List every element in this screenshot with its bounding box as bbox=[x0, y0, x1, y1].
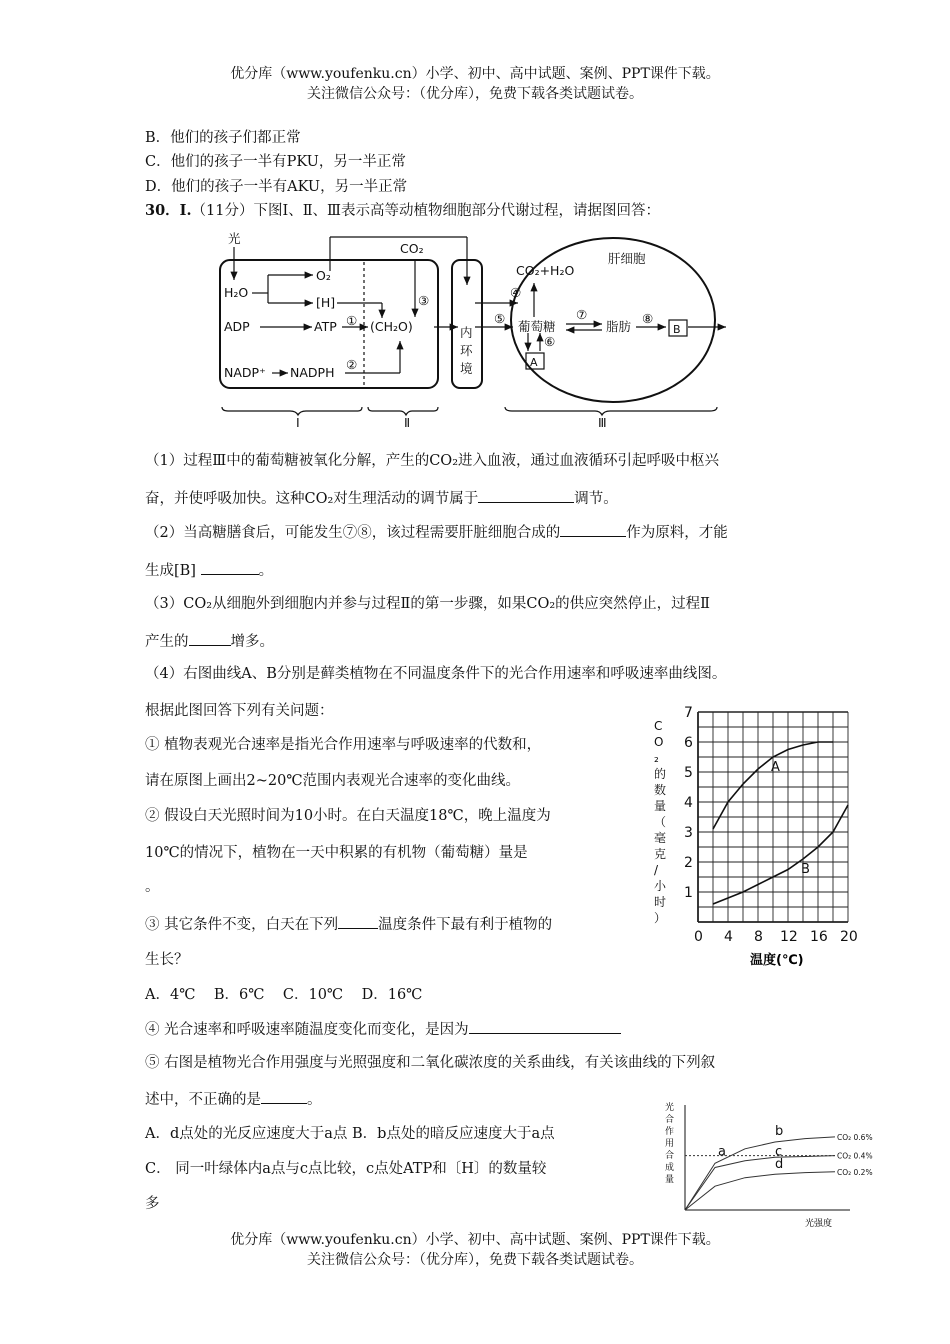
answer-blank-4[interactable] bbox=[189, 631, 231, 646]
q2-line-1-post: 作为原料，才能 bbox=[626, 525, 728, 541]
sub5-option-ab: A．d点处的光反应速度大于a点 B．b点处的暗反应速度大于a点 bbox=[145, 1126, 555, 1142]
answer-blank-7[interactable] bbox=[261, 1089, 307, 1104]
step-5: ⑤ bbox=[494, 311, 506, 326]
step-7: ⑦ bbox=[576, 307, 588, 322]
x-tick-label: 20 bbox=[840, 929, 858, 945]
y-tick-label: 4 bbox=[684, 795, 693, 811]
light-curve-1 bbox=[685, 1156, 835, 1210]
step-2: ② bbox=[346, 357, 358, 372]
series-A-label: A bbox=[771, 760, 780, 775]
brace-3 bbox=[505, 407, 717, 415]
light-curve-label: CO₂ 0.6% bbox=[837, 1132, 873, 1142]
label-o2: O₂ bbox=[316, 268, 331, 283]
step-4: ④ bbox=[510, 285, 522, 300]
sub4-line bbox=[145, 1019, 621, 1040]
x-tick-label: 16 bbox=[810, 929, 828, 945]
y-tick-label: 7 bbox=[684, 705, 693, 721]
q4-line-1: （4）右图曲线A、B分别是藓类植物在不同温度条件下的光合作用速率和呼吸速率曲线图。 bbox=[145, 666, 727, 682]
q1-line-2-pre: 奋，并使呼吸加快。这种CO₂对生理活动的调节属于 bbox=[145, 491, 479, 507]
x-axis-label: 温度(℃) bbox=[750, 953, 804, 968]
step-6: ⑥ bbox=[544, 334, 556, 349]
q4-line-2: 根据此图回答下列有关问题： bbox=[145, 703, 334, 719]
q2-line-2-post: 。 bbox=[258, 563, 274, 579]
sub5-line-1: ⑤ 右图是植物光合作用强度与光照强度和二氧化碳浓度的关系曲线，有关该曲线的下列叙 bbox=[145, 1055, 716, 1071]
q2-line-2-pre: 生成[B] bbox=[145, 563, 196, 579]
label-nadph: NADPH bbox=[290, 365, 335, 380]
label-env-1: 内 bbox=[460, 325, 473, 340]
temperature-chart bbox=[640, 700, 870, 972]
label-liver: 肝细胞 bbox=[608, 251, 646, 266]
brace-1 bbox=[222, 407, 362, 415]
question-number: 30．Ⅰ. bbox=[145, 202, 192, 219]
option-d: D．他们的孩子一半有AKU，另一半正常 bbox=[145, 179, 408, 195]
sub3-line-1 bbox=[145, 914, 552, 935]
x-tick-label: 0 bbox=[694, 929, 703, 945]
footer-line-1: 优分库（www.youfenku.cn）小学、初中、高中试题、案例、PPT课件下载。 bbox=[230, 1232, 720, 1248]
question-intro: （11分）下图Ⅰ、Ⅱ、Ⅲ表示高等动植物细胞部分代谢过程，请据图回答： bbox=[191, 203, 661, 219]
label-b: B bbox=[673, 323, 681, 336]
q1-line-1: （1）过程Ⅲ中的葡萄糖被氧化分解，产生的CO₂进入血液，通过血液循环引起呼吸中枢兴 bbox=[145, 453, 719, 469]
q3-line-2-pre: 产生的 bbox=[145, 634, 189, 650]
q3-line-2 bbox=[145, 631, 274, 652]
section-3-label: Ⅲ bbox=[598, 415, 607, 430]
x-tick-label: 4 bbox=[724, 929, 733, 945]
x-tick-label: 8 bbox=[754, 929, 763, 945]
label-env-2: 环 bbox=[460, 343, 473, 358]
q3-line-1: （3）CO₂从细胞外到细胞内并参与过程Ⅱ的第一步骤，如果CO₂的供应突然停止，过程Ⅱ bbox=[145, 596, 711, 612]
y-tick-label: 2 bbox=[684, 855, 693, 871]
label-ch2o: (CH₂O) bbox=[370, 319, 413, 334]
answer-blank-5[interactable] bbox=[338, 914, 378, 929]
label-env-3: 境 bbox=[460, 361, 473, 376]
sub5-option-c: C． 同一叶绿体内a点与c点比较，c点处ATP和〔H〕的数量较 bbox=[145, 1161, 547, 1177]
option-c: C．他们的孩子一半有PKU，另一半正常 bbox=[145, 154, 406, 170]
footer-line-2: 关注微信公众号：（优分库），免费下载各类试题试卷。 bbox=[307, 1252, 643, 1268]
label-nadp: NADP⁺ bbox=[224, 365, 266, 380]
point-a: a bbox=[718, 1144, 726, 1160]
question-30-title bbox=[145, 201, 660, 221]
label-atp: ATP bbox=[314, 319, 337, 334]
label-h2o: H₂O bbox=[224, 285, 249, 300]
y-tick-label: 1 bbox=[684, 885, 693, 901]
section-2-label: Ⅱ bbox=[404, 415, 411, 430]
y-tick-label: 6 bbox=[684, 735, 693, 751]
q3-line-2-post: 增多。 bbox=[230, 634, 274, 650]
sub1-line-2: 请在原图上画出2~20℃范围内表观光合速率的变化曲线。 bbox=[145, 773, 521, 789]
answer-blank-2[interactable] bbox=[560, 522, 626, 537]
label-adp: ADP bbox=[224, 319, 250, 334]
label-glucose: 葡萄糖 bbox=[518, 319, 556, 334]
q2-line-1 bbox=[145, 522, 728, 543]
sub2-line-1: ② 假设白天光照时间为10小时。在白天温度18℃，晚上温度为 bbox=[145, 808, 551, 824]
answer-blank-3[interactable] bbox=[201, 560, 259, 575]
series-B-label: B bbox=[801, 862, 810, 877]
header-line-1: 优分库（www.youfenku.cn）小学、初中、高中试题、案例、PPT课件下载。 bbox=[230, 66, 720, 82]
sub4-pre: ④ 光合速率和呼吸速率随温度变化而变化，是因为 bbox=[145, 1022, 469, 1038]
sub2-line-2: 10℃的情况下，植物在一天中积累的有机物（葡萄糖）量是 bbox=[145, 845, 528, 861]
sub3-line-2: 生长？ bbox=[145, 952, 189, 968]
label-h: [H] bbox=[316, 295, 336, 310]
sub5-line-2 bbox=[145, 1089, 322, 1110]
point-b: b bbox=[775, 1123, 784, 1139]
y-tick-label: 5 bbox=[684, 765, 693, 781]
light-chart-ylabel: 光合作用合成量 bbox=[665, 1103, 675, 1185]
label-co2h2o: CO₂+H₂O bbox=[516, 263, 575, 278]
sub2-line-3: 。 bbox=[145, 879, 160, 895]
light-curve-0 bbox=[685, 1137, 835, 1210]
label-fat: 脂肪 bbox=[606, 319, 632, 334]
q2-line-2 bbox=[145, 560, 273, 581]
answer-blank-1[interactable] bbox=[478, 488, 574, 503]
sub3-options: A．4℃ B．6℃ C．10℃ D．16℃ bbox=[145, 987, 423, 1003]
light-curve-label: CO₂ 0.2% bbox=[837, 1167, 873, 1177]
light-chart-xlabel: 光强度 bbox=[805, 1219, 833, 1229]
step-3: ③ bbox=[418, 293, 430, 308]
series-B-line bbox=[713, 805, 848, 904]
point-c: c bbox=[775, 1144, 783, 1160]
y-tick-label: 3 bbox=[684, 825, 693, 841]
metabolism-diagram bbox=[210, 225, 740, 435]
y-axis-label: C O ₂ 的数量（毫克/小时） bbox=[654, 719, 667, 925]
sub5-option-c-cont: 多 bbox=[145, 1196, 160, 1212]
label-a: A bbox=[530, 356, 538, 369]
page-header bbox=[0, 64, 950, 104]
q2-line-1-pre: （2）当高糖膳食后，可能发生⑦⑧，该过程需要肝脏细胞合成的 bbox=[145, 525, 561, 541]
step-1: ① bbox=[346, 313, 358, 328]
x-tick-label: 12 bbox=[780, 929, 798, 945]
q1-line-2-post: 调节。 bbox=[574, 491, 618, 507]
header-line-2: 关注微信公众号：（优分库），免费下载各类试题试卷。 bbox=[307, 86, 643, 102]
section-1-label: Ⅰ bbox=[296, 415, 300, 430]
page-footer bbox=[0, 1230, 950, 1270]
light-chart bbox=[655, 1100, 873, 1229]
sub5-pre: 述中，不正确的是 bbox=[145, 1092, 261, 1108]
sub1-line-1: ① 植物表观光合速率是指光合作用速率与呼吸速率的代数和， bbox=[145, 737, 542, 753]
sub3-post: 温度条件下最有利于植物的 bbox=[378, 917, 553, 933]
step-8: ⑧ bbox=[642, 311, 654, 326]
answer-blank-6[interactable] bbox=[469, 1019, 621, 1034]
label-light: 光 bbox=[228, 231, 241, 246]
q1-line-2 bbox=[145, 488, 618, 509]
sub5-post: 。 bbox=[307, 1092, 322, 1108]
light-curve-label: CO₂ 0.4% bbox=[837, 1151, 873, 1161]
option-b: B．他们的孩子们都正常 bbox=[145, 130, 301, 146]
label-co2: CO₂ bbox=[400, 241, 424, 256]
brace-2 bbox=[368, 407, 438, 415]
sub3-pre: ③ 其它条件不变，白天在下列 bbox=[145, 917, 339, 933]
point-d: d bbox=[775, 1157, 784, 1173]
